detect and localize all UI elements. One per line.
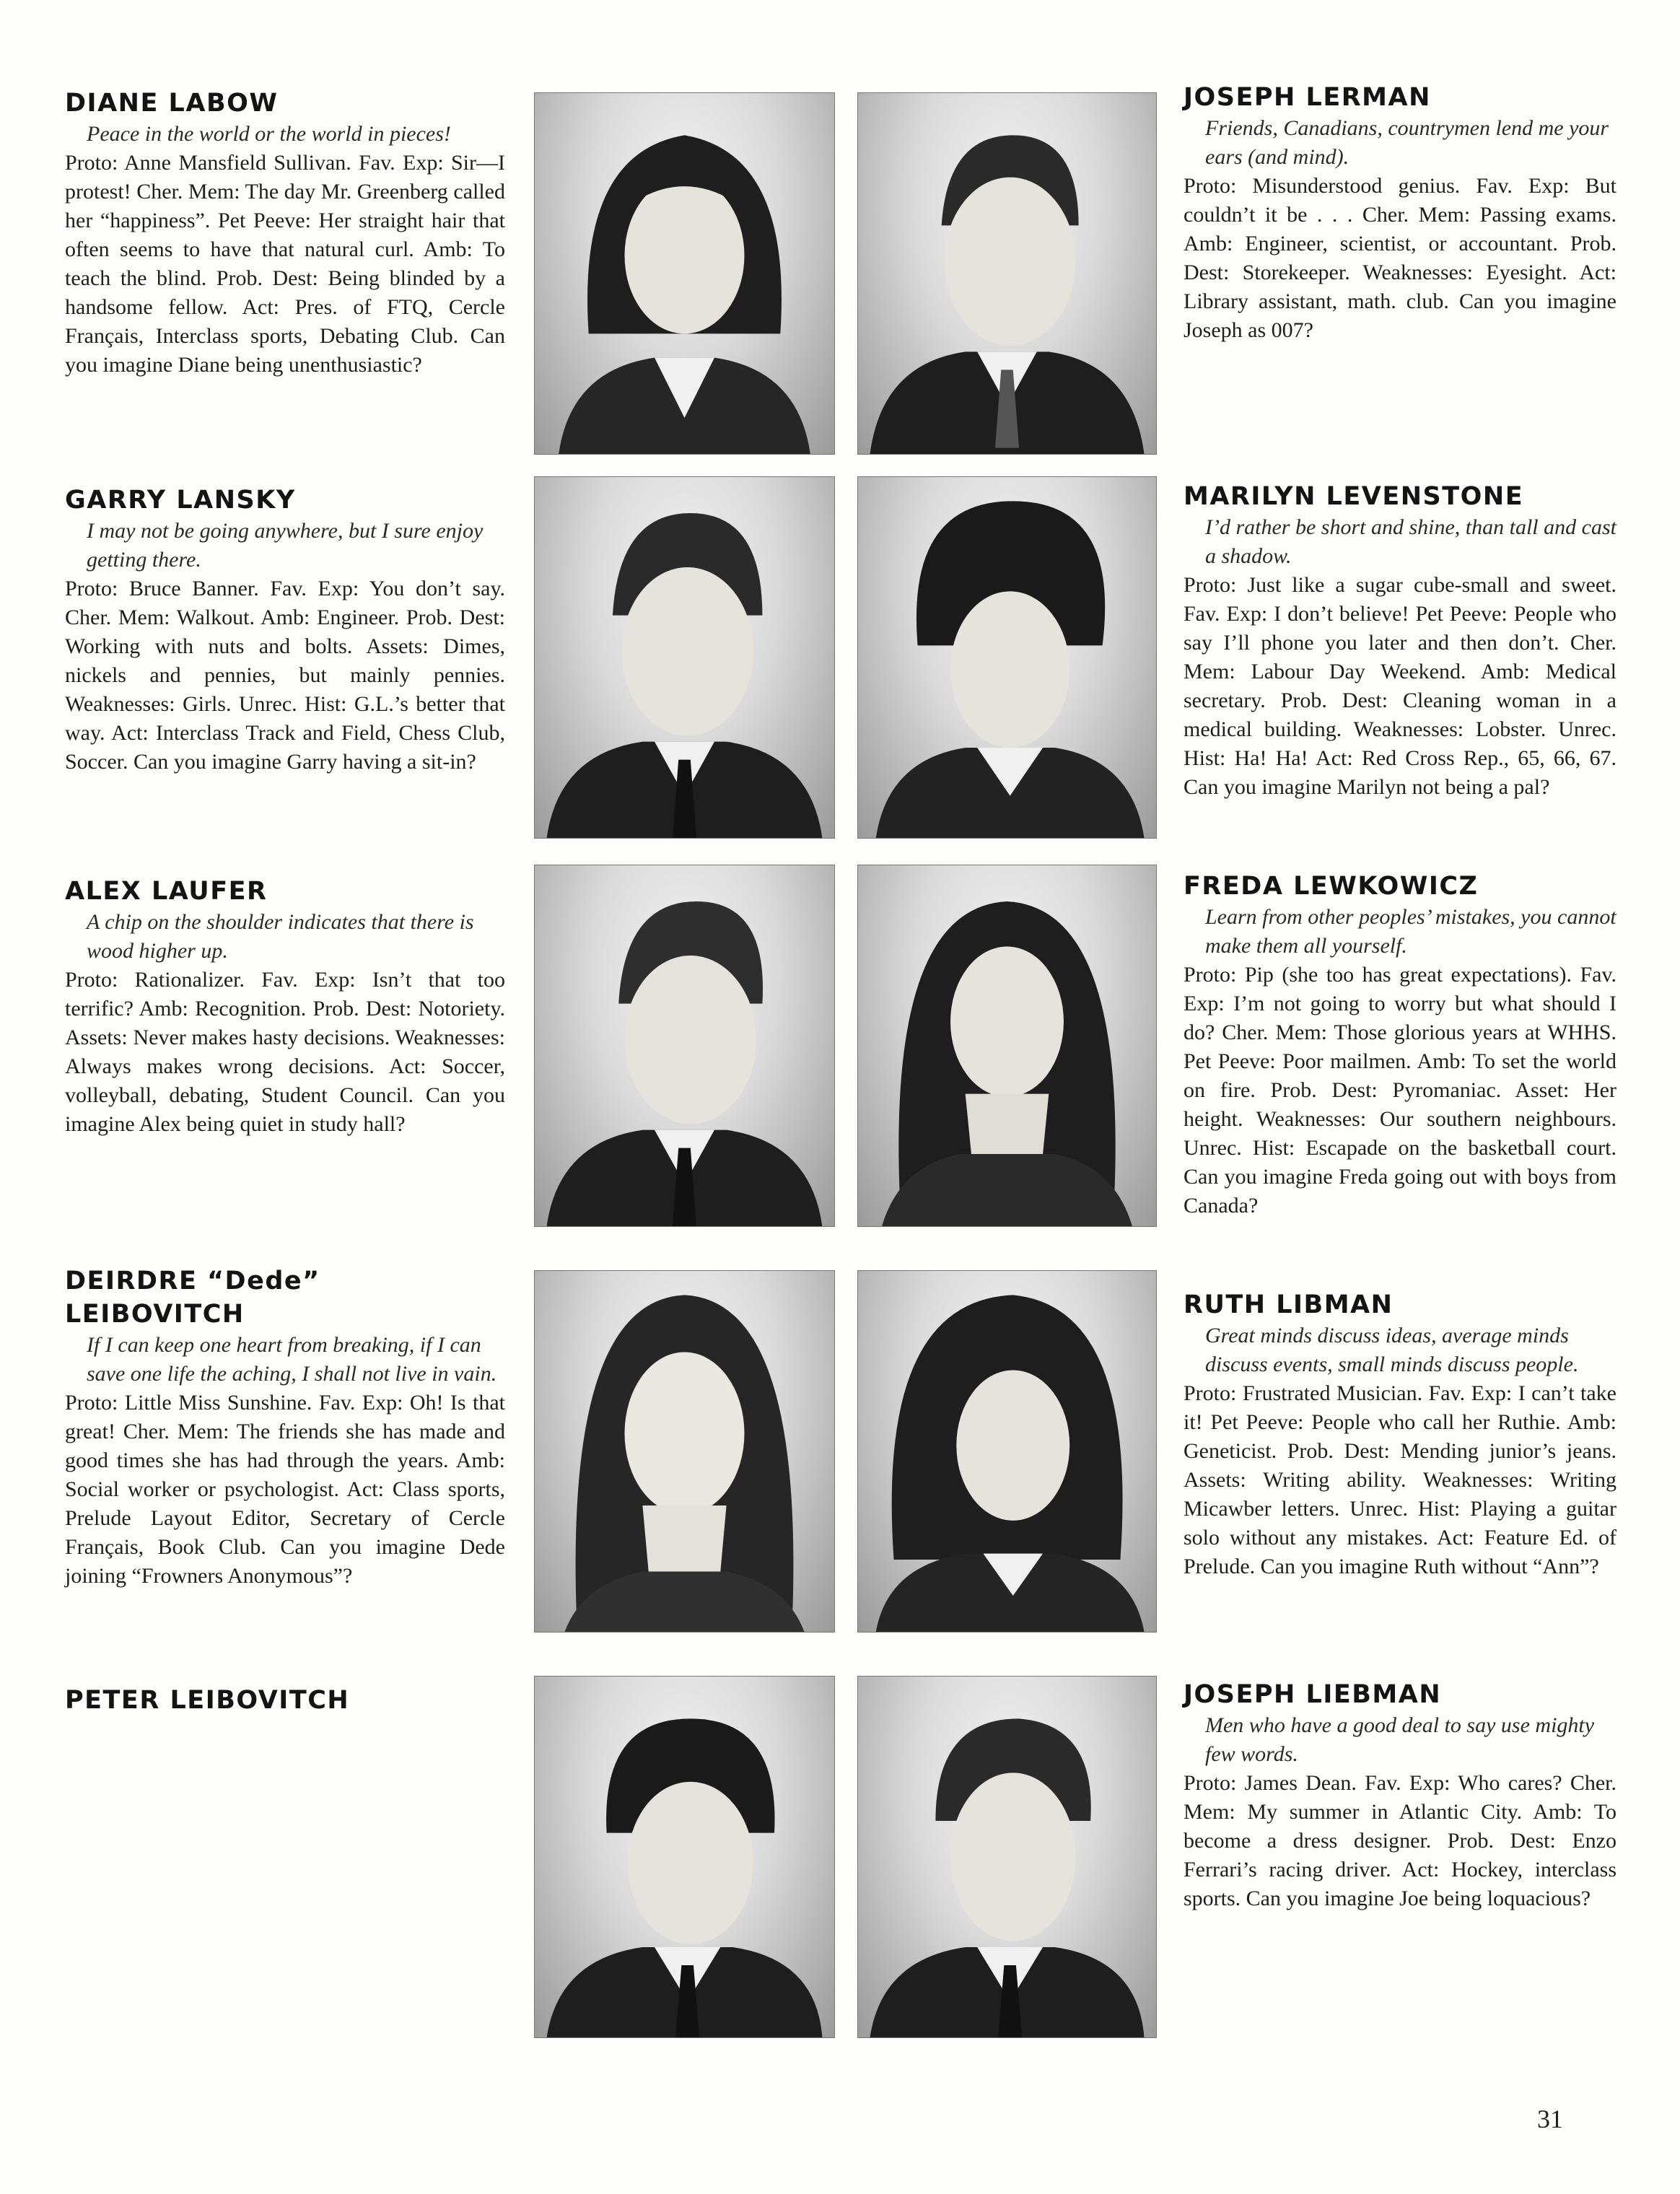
portrait-silhouette-icon [858,477,1156,838]
student-bio: Proto: Pip (she too has great expectations). Fav. Exp: I’m not going to worry but what should I do? Cher. Mem: Those glorious years at WHHS. Pet Peeve: Poor mailmen. Amb: To set the world on fire. Prob. Dest: Pyromaniac. Asset: Her height. Weaknesses: Our southern neighbours. Unrec. Hist: Escapade on the basketball court. Can you imagine Freda going out with boys from Canada? [1184,963,1616,1218]
student-quote: A chip on the shoulder indicates that there is wood higher up. [87,910,474,963]
student-quote: Men who have a good deal to say use mighty few words. [1205,1713,1595,1766]
student-quote: Friends, Canadians, countrymen lend me your ears (and mind). [1205,116,1609,169]
student-name: JOSEPH LERMAN [1184,83,1431,112]
portrait-silhouette-icon [858,865,1156,1226]
portrait-diane-labow [534,92,835,455]
entry-freda-lewkowicz [1184,870,1616,1220]
portrait-silhouette-icon [858,1271,1156,1632]
student-name: FREDA LEWKOWICZ [1184,872,1479,901]
student-name: PETER LEIBOVITCH [65,1686,350,1715]
portrait-freda-lewkowicz [857,865,1157,1227]
entry-ruth-libman [1184,1288,1616,1581]
student-quote: I’d rather be short and shine, than tall and cast a shadow. [1205,515,1616,568]
student-bio: Proto: Little Miss Sunshine. Fav. Exp: Oh! Is that great! Cher. Mem: The friends she has made and good times she has had through the years. Amb: Social worker or psychologist. Act: Class sports, Prelude Layout Editor, Secretary of Cercle Français, Book Club. Can you imagine Dede joining “Frowners Anonymous”? [65,1391,505,1588]
entry-alex-laufer [65,875,505,1139]
portrait-silhouette-icon [535,1271,834,1632]
portrait-joseph-lerman [857,92,1157,455]
student-name: ALEX LAUFER [65,877,268,906]
portrait-deirdre-leibovitch [534,1270,835,1633]
portrait-silhouette-icon [535,477,834,838]
student-bio: Proto: Just like a sugar cube-small and sweet. Fav. Exp: I don’t believe! Pet Peeve: People who say I’ll phone you later and then don’t. Cher. Mem: Labour Day Weekend. Amb: Medical secretary. Prob. Dest: Cleaning woman in a medical building. Weaknesses: Lobster. Unrec. Hist: Ha! Ha! Act: Red Cross Rep., 65, 66, 67. Can you imagine Marilyn not being a pal? [1184,573,1616,799]
student-bio: Proto: Anne Mansfield Sullivan. Fav. Exp: Sir—I protest! Cher. Mem: The day Mr. Greenberg called her “happiness”. Pet Peeve: Her straight hair that often seems to have that natural curl. Amb: To teach the blind. Prob. Dest: Being blinded by a handsome fellow. Act: Pres. of FTQ, Cercle Français, Interclass sports, Debating Club. Can you imagine Diane being unenthusiastic? [65,151,505,377]
student-name: MARILYN LEVENSTONE [1184,482,1524,511]
student-bio: Proto: Rationalizer. Fav. Exp: Isn’t that too terrific? Amb: Recognition. Prob. Dest: Notoriety. Assets: Never makes hasty decisions. Weaknesses: Always makes wrong decisions. Act: Soccer, volleyball, debating, Student Council. Can you imagine Alex being quiet in study hall? [65,968,505,1136]
portrait-peter-leibovitch [534,1676,835,2038]
student-name: RUTH LIBMAN [1184,1290,1394,1319]
student-bio: Proto: Misunderstood genius. Fav. Exp: But couldn’t it be . . . Cher. Mem: Passing exams. Amb: Engineer, scientist, or accountant. Prob. Dest: Storekeeper. Weaknesses: Eyesight. Act: Library assistant, math. club. Can you imagine Joseph as 007? [1184,174,1616,342]
student-name: DEIRDRE “Dede” LEIBOVITCH [65,1267,320,1329]
student-quote: Peace in the world or the world in pieces! [87,122,451,146]
entry-marilyn-levenstone [1184,480,1616,802]
portrait-joseph-liebman [857,1676,1157,2038]
student-quote: Great minds discuss ideas, average minds discuss events, small minds discuss people. [1205,1324,1579,1376]
entry-diane-labow [65,87,505,380]
student-quote: If I can keep one heart from breaking, if I can save one life the aching, I shall not live in vain. [87,1333,497,1386]
entry-joseph-lerman [1184,81,1616,345]
entry-peter-leibovitch [65,1684,505,1717]
portrait-ruth-libman [857,1270,1157,1633]
portrait-silhouette-icon [535,865,834,1226]
student-quote: Learn from other peoples’ mistakes, you cannot make them all yourself. [1205,905,1616,958]
student-bio: Proto: Frustrated Musician. Fav. Exp: I can’t take it! Pet Peeve: People who call her Ruthie. Amb: Geneticist. Prob. Dest: Mending junior’s jeans. Assets: Writing ability. Weaknesses: Writing Micawber letters. Unrec. Hist: Playing a guitar solo without any mistakes. Act: Feature Ed. of Prelude. Can you imagine Ruth without “Ann”? [1184,1381,1616,1578]
student-name: JOSEPH LIEBMAN [1184,1680,1442,1709]
student-name: DIANE LABOW [65,89,279,118]
portrait-silhouette-icon [858,1677,1156,2037]
portrait-marilyn-levenstone [857,476,1157,839]
entry-deirdre-leibovitch [65,1264,505,1591]
student-quote: I may not be going anywhere, but I sure enjoy getting there. [87,519,484,572]
portrait-silhouette-icon [858,93,1156,454]
portrait-silhouette-icon [535,1677,834,2037]
portrait-garry-lansky [534,476,835,839]
student-bio: Proto: James Dean. Fav. Exp: Who cares? Cher. Mem: My summer in Atlantic City. Amb: To become a dress designer. Prob. Dest: Enzo Ferrari’s racing driver. Act: Hockey, interclass sports. Can you imagine Joe being loquacious? [1184,1771,1616,1910]
portrait-alex-laufer [534,865,835,1227]
portrait-silhouette-icon [535,93,834,454]
page-number: 31 [1537,2105,1563,2133]
student-name: GARRY LANSKY [65,486,296,515]
entry-joseph-liebman [1184,1678,1616,1913]
entry-garry-lansky [65,484,505,777]
student-bio: Proto: Bruce Banner. Fav. Exp: You don’t say. Cher. Mem: Walkout. Amb: Engineer. Prob. Dest: Working with nuts and bolts. Assets: Dimes, nickels and pennies, but mainly pennies. Weaknesses: Girls. Unrec. Hist: G.L.’s better that way. Act: Interclass Track and Field, Chess Club, Soccer. Can you imagine Garry having a sit-in? [65,577,505,774]
